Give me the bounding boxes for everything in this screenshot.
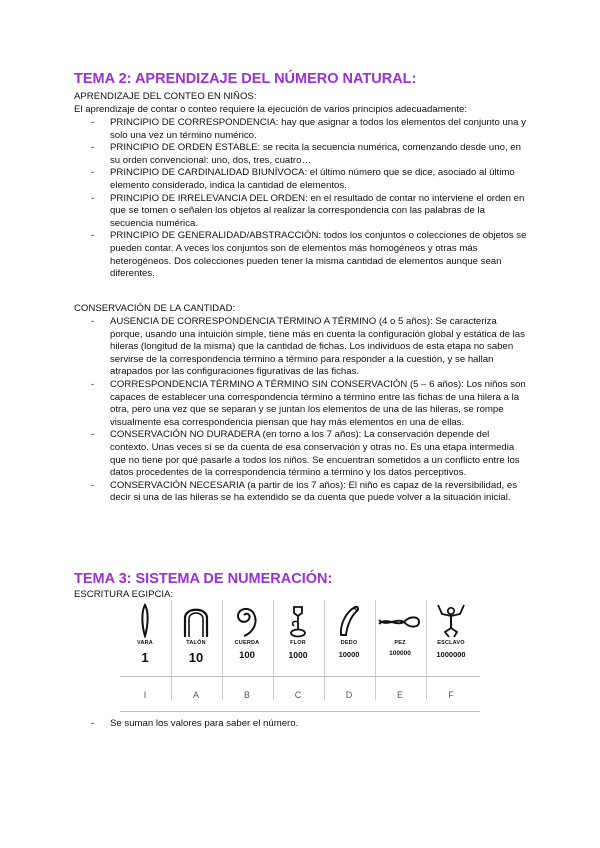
glyph-cell-dedo [324,600,374,700]
glyph-letter: E [396,690,403,700]
glyph-value: 100000 [389,650,411,657]
list-item [74,480,529,505]
glyph-name: DEDO [340,640,358,646]
conservation-title: CONSERVACIÓN DE LA CANTIDAD: [74,303,236,314]
glyph-value: 1000000 [436,650,466,659]
list-item [74,167,529,192]
conservation-text: AUSENCIA DE CORRESPONDENCIA TÉRMINO A TÉRMINO (4 o 5 años): Se caracteriza porque, usando una intuición simple, tiene más en cuenta la configuración global y estática de las hileras (longitud de la misma) que la cantidad de fichas. Los individuos de esta etapa no saben servirse de la correspondencia término a término para responder a la cuestión, y se hallan atrapados por las configuraciones figurativas de las fichas. [110,316,525,378]
staff-icon [120,602,170,638]
glyph-value: 1000 [288,650,308,660]
conservation-text: CONSERVACIÓN NECESARIA (a partir de los 7 años): El niño es capaz de la reversibilidad, es decir si una de las hileras se ha extendido se da cuenta que puede volver a la situación inicial. [110,479,518,504]
list-item [74,379,529,429]
glyph-letter: F [448,690,454,700]
conservation-list [74,316,529,505]
list-item [74,117,529,142]
glyph-value: 100 [239,650,255,661]
list-dash: - [91,192,95,204]
list-dash: - [91,230,95,242]
glyph-cell-esclavo [426,600,476,700]
list-dash: - [91,167,95,179]
list-dash: - [91,316,95,327]
tema3-title: TEMA 3: SISTEMA DE NUMERACIÓN: [74,571,333,587]
glyph-letter: C [294,690,302,700]
list-dash: - [91,378,95,390]
kneeling-man-icon [426,602,476,638]
finger-icon [324,602,374,638]
list-item [74,193,529,231]
glyph-value: 1 [141,650,149,665]
list-dash: - [91,479,95,491]
glyph-cell-flor [273,600,323,700]
list-item [74,316,529,379]
glyph-value: 10 [188,650,204,665]
glyph-cell-cuerda [222,600,272,700]
list-dash: - [91,429,95,441]
rope-coil-icon [222,602,272,638]
list-item [74,142,529,167]
glyph-name: FLOR [290,640,306,646]
note-text: Se suman los valores para saber el número. [110,718,299,729]
conservation-text: CORRESPONDENCIA TÉRMINO A TÉRMINO SIN CONSERVACIÓN (5 – 6 años): Los niños son capaces de establecer una correspondencia término a término entre las fichas de una hilera a la otra, pero una vez que se separan y se juntan los elementos de una de las hileras, se rompe visualmente esa correspondencia piensan que hay más elementos en una de ellas. [110,378,526,428]
egyptian-numerals-table [120,600,480,712]
heel-arch-icon [171,602,221,638]
list-dash: - [91,117,95,128]
conservation-text: CONSERVACIÓN NO DURADERA (en torno a los 7 años): La conservación depende del contexto. Unas veces sí se da cuenta de esa conservación y otras no. Es una etapa intermedia que no tiene por qué pasarle a todos los niños. Se encuentran sometidos a un conflicto entre los datos procedentes de la correspondencia término a término y los datos perceptivos. [110,429,520,479]
glyph-name: TALÓN [186,640,206,646]
glyph-name: CUERDA [234,640,260,646]
lotus-flower-icon [273,602,323,638]
glyph-value: 10000 [338,650,360,659]
list-dash: - [91,142,95,154]
glyph-name: ESCLAVO [437,640,465,646]
list-item [74,718,529,731]
list-dash: - [91,718,95,729]
glyph-cell-vara [120,600,170,700]
tema2-intro: El aprendizaje de contar o conteo requiere la ejecución de varios principios adecuadamente: [74,104,468,115]
principle-text: PRINCIPIO DE CORRESPONDENCIA: hay que asignar a todos los elementos del conjunto una y solo una vez un término numérico. [110,117,526,141]
glyph-letter: I [143,690,147,700]
list-item [74,230,529,280]
note-list [74,718,529,731]
principle-text: PRINCIPIO DE IRRELEVANCIA DEL ORDEN: en el resultado de contar no interviene el orden en que se tomen o señalen los objetos al realizar la correspondencia con las palabras de la secuencia numérica. [110,192,525,229]
tema2-title: TEMA 2: APRENDIZAJE DEL NÚMERO NATURAL: [74,71,417,87]
principle-text: PRINCIPIO DE ORDEN ESTABLE: se recita la secuencia numérica, comenzando desde uno, en su orden convencional: uno, dos, tres, cuatro… [110,142,521,166]
tadpole-fish-icon [375,602,425,638]
glyph-letter: D [345,690,353,700]
list-item [74,429,529,479]
tema2-subtitle: APRENDIZAJE DEL CONTEO EN NIÑOS: [74,91,257,102]
tema3-subtitle: ESCRITURA EGIPCIA: [74,589,174,600]
principles-list [74,117,529,281]
glyph-name: PEZ [394,640,406,646]
principle-text: PRINCIPIO DE CARDINALIDAD BIUNÍVOCA: el último número que se dice, asociado al último elemento considerado, indica la cantidad de elementos. [110,167,515,191]
row-divider [120,711,480,712]
glyph-name: VARA [137,640,153,646]
glyph-cell-talon [171,600,221,700]
glyph-cell-pez [375,600,425,700]
principle-text: PRINCIPIO DE GENERALIDAD/ABSTRACCIÓN: todos los conjuntos o colecciones de objetos se pueden contar. A veces los conjuntos son de elementos más homogéneos y otras más heterogéneos. Dos colecciones pueden tener la misma cantidad de elementos aunque sean diferentes. [110,230,527,280]
glyph-letter: B [243,690,250,700]
glyph-letter: A [192,690,199,700]
